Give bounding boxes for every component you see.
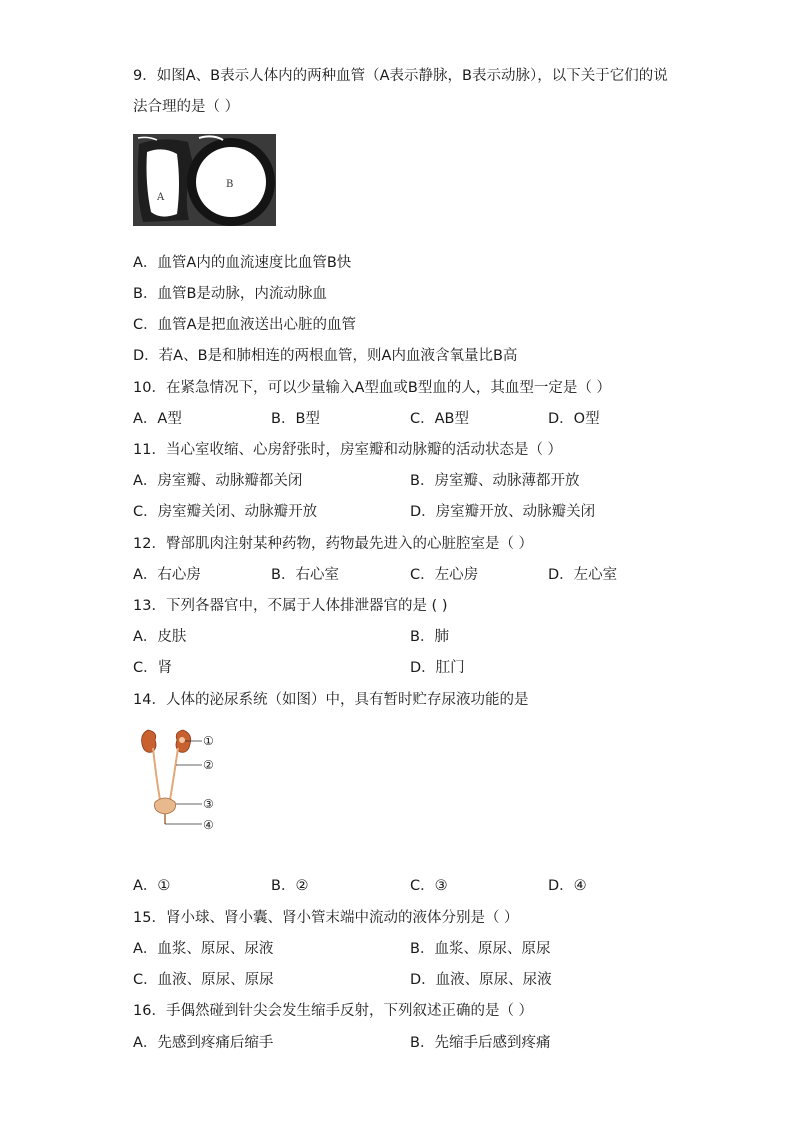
q12-option-a: A．右心房: [133, 567, 201, 583]
question-11-stem: 11．当心室收缩、心房舒张时，房室瓣和动脉瓣的活动状态是（ ）: [133, 442, 563, 458]
question-12-stem: 12．臀部肌肉注射某种药物，药物最先进入的心脏腔室是（ ）: [133, 536, 534, 552]
question-14-stem: 14．人体的泌尿系统（如图）中，具有暂时贮存尿液功能的是: [133, 692, 529, 708]
q15-option-d: D．血液、原尿、尿液: [410, 972, 552, 988]
q14-option-b: B．②: [271, 878, 309, 894]
question-15-stem: 15．肾小球、肾小囊、肾小管末端中流动的液体分别是（ ）: [133, 910, 519, 926]
q11-option-c: C．房室瓣关闭、动脉瓣开放: [133, 504, 318, 520]
figure-label-3: ③: [203, 797, 214, 811]
q15-option-c: C．血液、原尿、原尿: [133, 972, 274, 988]
question-9-stem-line2: 法合理的是（ ）: [133, 99, 240, 115]
figure-label-a: A: [157, 192, 165, 203]
q9-option-c: C．血管A是把血液送出心脏的血管: [133, 317, 357, 333]
q13-option-b: B．肺: [410, 629, 449, 645]
q13-option-d: D．肛门: [410, 660, 465, 676]
q15-option-b: B．血浆、原尿、原尿: [410, 941, 551, 957]
q10-option-c: C．AB型: [410, 411, 469, 427]
q10-option-b: B．B型: [271, 411, 320, 427]
urinary-system-figure: [138, 726, 224, 832]
q12-option-c: C．左心房: [410, 567, 479, 583]
blood-vessel-figure: [133, 134, 276, 226]
q16-option-a: A．先感到疼痛后缩手: [133, 1035, 274, 1051]
q10-option-d: D．O型: [548, 411, 600, 427]
q9-option-b: B．血管B是动脉，内流动脉血: [133, 286, 327, 302]
q14-option-a: A．①: [133, 878, 171, 894]
figure-label-2: ②: [203, 758, 214, 772]
q12-option-b: B．右心室: [271, 567, 339, 583]
q11-option-b: B．房室瓣、动脉薄都开放: [410, 473, 580, 489]
question-16-stem: 16．手偶然碰到针尖会发生缩手反射，下列叙述正确的是（ ）: [133, 1003, 534, 1019]
q14-option-d: D．④: [548, 878, 587, 894]
question-13-stem: 13．下列各器官中，不属于人体排泄器官的是 ( ): [133, 598, 448, 614]
q14-option-c: C．③: [410, 878, 448, 894]
q13-option-a: A．皮肤: [133, 629, 187, 645]
q16-option-b: B．先缩手后感到疼痛: [410, 1035, 551, 1051]
figure-label-1: ①: [203, 734, 214, 748]
question-9-stem-line1: 9．如图A、B表示人体内的两种血管（A表示静脉，B表示动脉），以下关于它们的说: [133, 68, 668, 84]
q11-option-a: A．房室瓣、动脉瓣都关闭: [133, 473, 303, 489]
q11-option-d: D．房室瓣开放、动脉瓣关闭: [410, 504, 596, 520]
figure-label-4: ④: [203, 818, 214, 832]
q15-option-a: A．血浆、原尿、尿液: [133, 941, 274, 957]
q13-option-c: C．肾: [133, 660, 173, 676]
figure-label-b: B: [226, 179, 234, 190]
q10-option-a: A．A型: [133, 411, 182, 427]
question-10-stem: 10．在紧急情况下，可以少量输入A型血或B型血的人，其血型一定是（ ）: [133, 380, 611, 396]
q9-option-d: D．若A、B是和肺相连的两根血管，则A内血液含氧量比B高: [133, 348, 518, 364]
q12-option-d: D．左心室: [548, 567, 618, 583]
q9-option-a: A．血管A内的血流速度比血管B快: [133, 255, 352, 271]
